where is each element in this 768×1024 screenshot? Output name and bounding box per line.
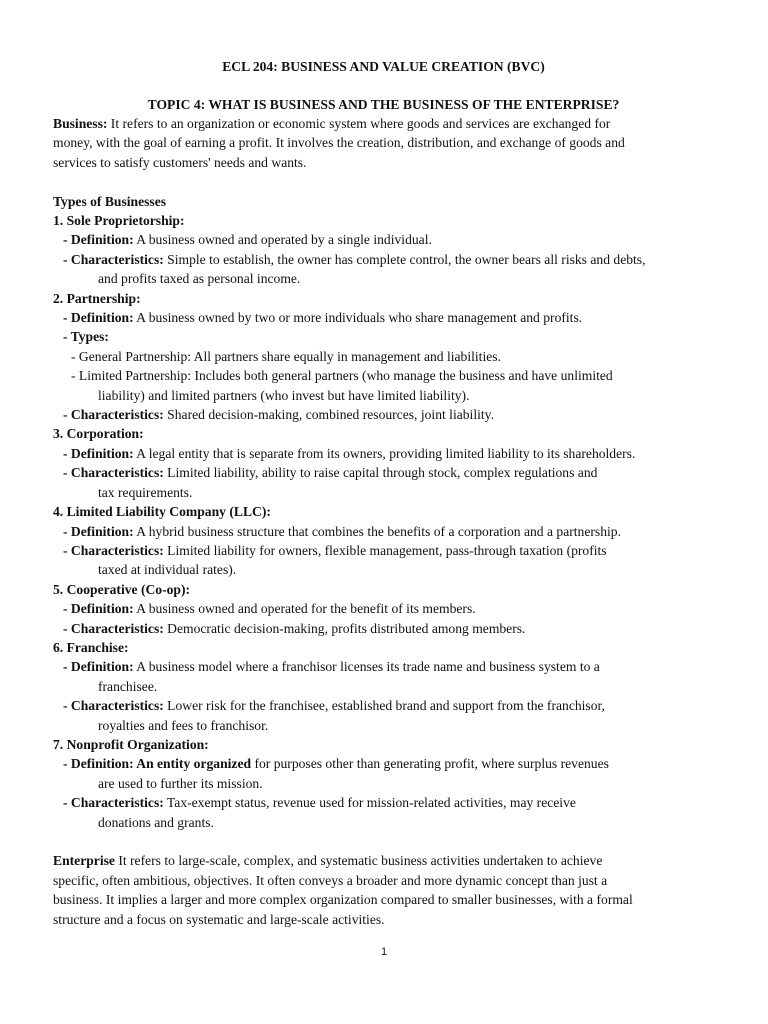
enterprise-definition: [53, 851, 714, 929]
sole-characteristics: - Characteristics: Simple to establish, the owner has complete control, the owner bears all risks and debts,: [63, 251, 646, 267]
business-term: Business:: [53, 116, 108, 131]
franchise-definition: - Definition: A business model where a franchisor licenses its trade name and business system to a: [63, 659, 600, 675]
nonprofit-heading: 7. Nonprofit Organization:: [53, 736, 209, 752]
limited-partnership-cont: liability) and limited partners (who invest but have limited liability).: [98, 387, 470, 403]
page-number: 1: [380, 946, 388, 958]
characteristics-label: - Characteristics:: [63, 407, 164, 423]
coop-characteristics: - Characteristics: Democratic decision-making, profits distributed among members.: [63, 620, 526, 636]
corporation-characteristics: - Characteristics: Limited liability, ability to raise capital through stock, complex regulations and: [63, 465, 598, 481]
corporation-heading: 3. Corporation:: [53, 426, 144, 442]
enterprise-text-4: structure and a focus on systematic and large-scale activities.: [53, 911, 385, 927]
enterprise-text-1: It refers to large-scale, complex, and systematic business activities undertaken to achieve: [114, 853, 603, 869]
nonprofit-definition: - Definition: An entity organized for purposes other than generating profit, where surplus revenues: [63, 756, 609, 772]
nonprofit-characteristics: - Characteristics: Tax-exempt status, revenue used for mission-related activities, may receive: [63, 795, 576, 811]
characteristics-label: - Characteristics:: [63, 620, 164, 636]
corporation-definition: - Definition: A legal entity that is separate from its owners, providing limited liability to its shareholders.: [63, 445, 636, 461]
topic-title: TOPIC 4: WHAT IS BUSINESS AND THE BUSINESS OF THE ENTERPRISE?: [147, 97, 620, 112]
characteristics-label: - Characteristics:: [63, 465, 164, 481]
spacer: [53, 172, 714, 191]
definition-label: - Definition:: [63, 523, 134, 539]
llc-heading: 4. Limited Liability Company (LLC):: [53, 504, 271, 520]
sole-heading: 1. Sole Proprietorship:: [53, 213, 185, 229]
partnership-heading: 2. Partnership:: [53, 290, 141, 306]
llc-definition: - Definition: A hybrid business structure that combines the benefits of a corporation and a partnership.: [63, 523, 621, 539]
coop-heading: 5. Cooperative (Co-op):: [53, 581, 191, 597]
enterprise-text-3: business. It implies a larger and more complex organization compared to smaller businesses, with a formal: [53, 892, 633, 908]
characteristics-label: - Characteristics:: [63, 795, 164, 811]
partnership-characteristics: - Characteristics: Shared decision-making, combined resources, joint liability.: [63, 407, 494, 423]
nonprofit-definition-cont: are used to further its mission.: [98, 775, 263, 791]
franchise-characteristics: - Characteristics: Lower risk for the franchisee, established brand and support from the franchisor,: [63, 698, 605, 714]
definition-label: - Definition:: [63, 601, 134, 617]
business-text-3: services to satisfy customers' needs and wants.: [53, 154, 307, 170]
limited-partnership: - Limited Partnership: Includes both general partners (who manage the business and have unlimited: [71, 368, 613, 384]
partnership-definition: - Definition: A business owned by two or more individuals who share management and profits.: [63, 310, 583, 326]
franchise-heading: 6. Franchise:: [53, 639, 129, 655]
definition-label: - Definition:: [63, 445, 134, 461]
business-text-1: It refers to an organization or economic system where goods and services are exchanged for: [107, 116, 611, 131]
types-heading: Types of Businesses: [53, 193, 167, 209]
characteristics-label: - Characteristics:: [63, 698, 164, 714]
definition-label: - Definition:: [63, 310, 134, 326]
course-title: ECL 204: BUSINESS AND VALUE CREATION (BVC): [222, 59, 545, 74]
llc-characteristics: - Characteristics: Limited liability for owners, flexible management, pass-through taxation (profits: [63, 542, 607, 558]
franchise-definition-cont: franchisee.: [98, 678, 158, 694]
definition-label: - Definition: An entity organized: [63, 756, 252, 772]
spacer: [53, 832, 714, 851]
definition-label: - Definition:: [63, 232, 134, 248]
definition-label: - Definition:: [63, 659, 134, 675]
nonprofit-characteristics-cont: donations and grants.: [98, 814, 214, 830]
sole-characteristics-cont: and profits taxed as personal income.: [98, 271, 301, 287]
characteristics-label: - Characteristics:: [63, 542, 164, 558]
llc-characteristics-cont: taxed at individual rates).: [98, 562, 237, 578]
corporation-characteristics-cont: tax requirements.: [98, 484, 193, 500]
characteristics-label: - Characteristics:: [63, 251, 164, 267]
sole-definition: - Definition: A business owned and operated by a single individual.: [63, 232, 432, 248]
franchise-characteristics-cont: royalties and fees to franchisor.: [98, 717, 269, 733]
partnership-types-label: - Types:: [63, 329, 109, 345]
enterprise-text-2: specific, often ambitious, objectives. It often conveys a broader and more dynamic concept than just a: [53, 872, 608, 888]
enterprise-term: Enterprise: [53, 853, 115, 869]
coop-definition: - Definition: A business owned and operated for the benefit of its members.: [63, 601, 476, 617]
business-definition: [53, 114, 714, 172]
business-text-2: money, with the goal of earning a profit. It involves the creation, distribution, and exchange of goods and: [53, 135, 625, 151]
general-partnership: - General Partnership: All partners share equally in management and liabilities.: [71, 348, 501, 364]
